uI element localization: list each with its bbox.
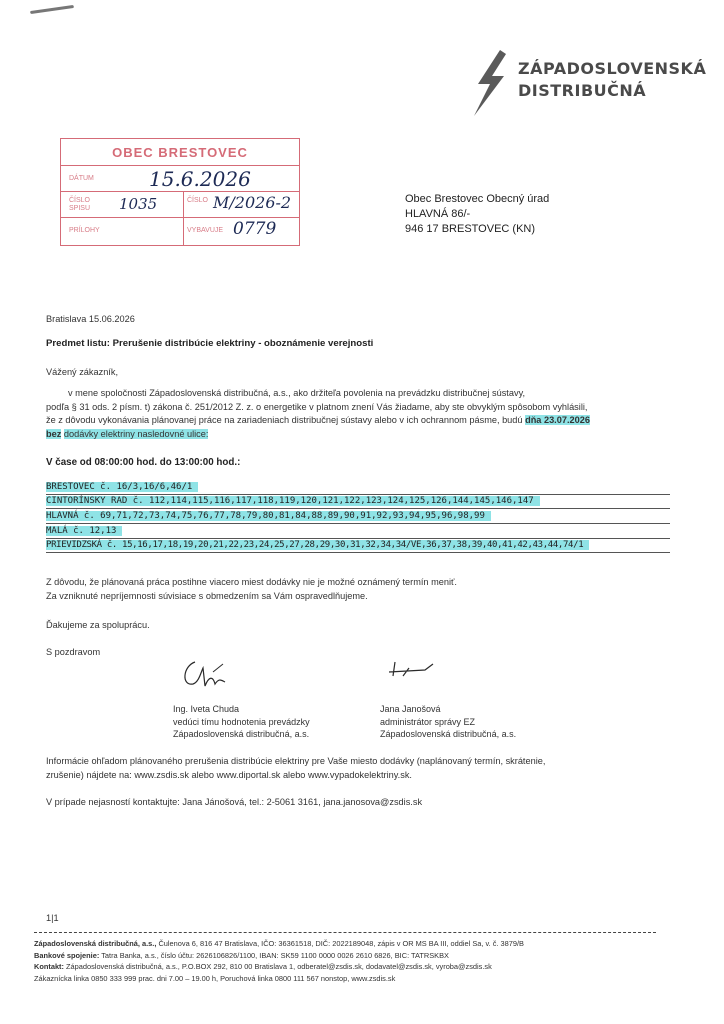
salutation: Vážený zákazník, — [46, 367, 119, 377]
thanks: Ďakujeme za spoluprácu. — [46, 620, 150, 630]
handwritten-reg: 1035 — [119, 195, 158, 213]
registry-stamp — [60, 138, 300, 246]
info-paragraph: Informácie ohľadom plánovaného prerušenia distribúcie elektriny pre Vaše miesto dodávky (naplánovaný termín, skrátenie, zrušenie) nájdete na: www.zsdis.sk alebo www.diportal.sk alebo www.vypadokelektriny.sk. — [46, 756, 546, 780]
contact-line: V prípade nejasností kontaktujte: Jana Jánošová, tel.: 2-5061 3161, jana.janosova@zsdis.sk — [46, 797, 423, 807]
place-date: Bratislava 15.06.2026 — [46, 314, 135, 324]
stamp-label-attach: PRÍLOHY — [69, 227, 100, 234]
regards: S pozdravom — [46, 647, 101, 657]
recipient-address: Obec Brestovec Obecný úrad HLAVNÁ 86/- 946 17 BRESTOVEC (KN) — [405, 193, 550, 235]
handwritten-handled: 0779 — [233, 219, 277, 239]
paragraph-apology: Z dôvodu, že plánovaná práca postihne viacero miest dodávky nie je možné oznámený termín meniť. Za vzniknuté nepríjemnosti súvisiace s obmedzením sa Vám ospravedlňujeme. — [46, 577, 457, 601]
handwritten-num: M/2026-2 — [213, 193, 292, 212]
company-logo — [470, 48, 707, 118]
outage-time: V čase od 08:00:00 hod. do 13:00:00 hod.: — [46, 457, 241, 468]
stamp-title: OBEC BRESTOVEC — [112, 145, 248, 160]
street-row: HLAVNÁ č. 69,71,72,73,74,75,76,77,78,79,80,81,84,88,89,90,91,92,93,94,95,96,98,99 — [46, 509, 670, 524]
subject: Predmet listu: Prerušenie distribúcie elektriny - oboznámenie verejnosti — [46, 338, 374, 349]
stamp-label-date: DÁTUM — [69, 175, 94, 182]
signatory-1: Ing. Iveta Chuda vedúci tímu hodnotenia prevádzky Západoslovenská distribučná, a.s. — [173, 704, 310, 739]
street-row: BRESTOVEC č. 16/3,16/6,46/1 — [46, 480, 670, 495]
signature-janosova — [385, 656, 445, 686]
stamp-label-num: ČÍSLO — [187, 197, 209, 204]
stamp-label-handled: VYBAVUJE — [187, 227, 224, 234]
signature-chuda — [175, 654, 235, 694]
paragraph-intro: v mene spoločnosti Západoslovenská distribučná, a.s., ako držiteľa povolenia na prevádzku distribučnej sústavy, podľa § 31 ods. 2 písm. t) zákona č. 251/2012 Z. z. o energetike v platnom znení Vás žiadame, aby ste obvyklým spôsobom vyhlásili, že z dôvodu vykonávania plánovanej práce na zariadeniach distribučnej sústavy alebo v ich ochrannom pásme, budú dňa 23.07.2026 bez dodávky elektriny nasledovné ulice: — [46, 388, 590, 439]
signatory-2: Jana Janošová administrátor správy EZ Západoslovenská distribučná, a.s. — [380, 704, 517, 739]
scan-mark — [30, 5, 74, 14]
logo-text: ZÁPADOSLOVENSKÁ DISTRIBUČNÁ — [518, 59, 707, 100]
stamp-label-reg: ČÍSLO SPISU — [69, 197, 91, 212]
footer: Západoslovenská distribučná, a.s., Čulenova 6, 816 47 Bratislava, IČO: 36361518, DIČ: 2022189048, zápis v OR MS BA III, oddiel Sa, v. č. 3879/B Bankové spojenie: Tatra Banka, a.s., číslo účtu: 2626106826/1100, IBAN: SK59 1100 0000 0026 2610 6826, BIC: TATRSKBX Kontakt: Západoslovenská distribučná, a.s., P.O.BOX 292, 810 00 Bratislava 1, odberatel@zsdis.sk, dodavatel@zsdis.sk, vyroba@zsdis.sk Zákaznícka linka 0850 333 999 prac. dni 7.00 – 19.00 h, Poruchová linka 0800 111 567 nonstop, www.zsdis.sk — [34, 939, 524, 983]
footer-divider — [34, 932, 656, 933]
handwritten-date: 15.6.2026 — [149, 167, 251, 191]
street-row: PRIEVIDZSKÁ č. 15,16,17,18,19,20,21,22,23,24,25,27,28,29,30,31,32,34,34/VE,36,37,38,39,40,41,42,43,44,74/1 — [46, 538, 670, 553]
lightning-bolt-icon — [470, 50, 510, 116]
street-row: CINTORÍNSKY RAD č. 112,114,115,116,117,118,119,120,121,122,123,124,125,126,144,145,146,147 — [46, 494, 670, 509]
street-row: MALÁ č. 12,13 — [46, 524, 670, 539]
page-number: 1|1 — [46, 913, 59, 923]
